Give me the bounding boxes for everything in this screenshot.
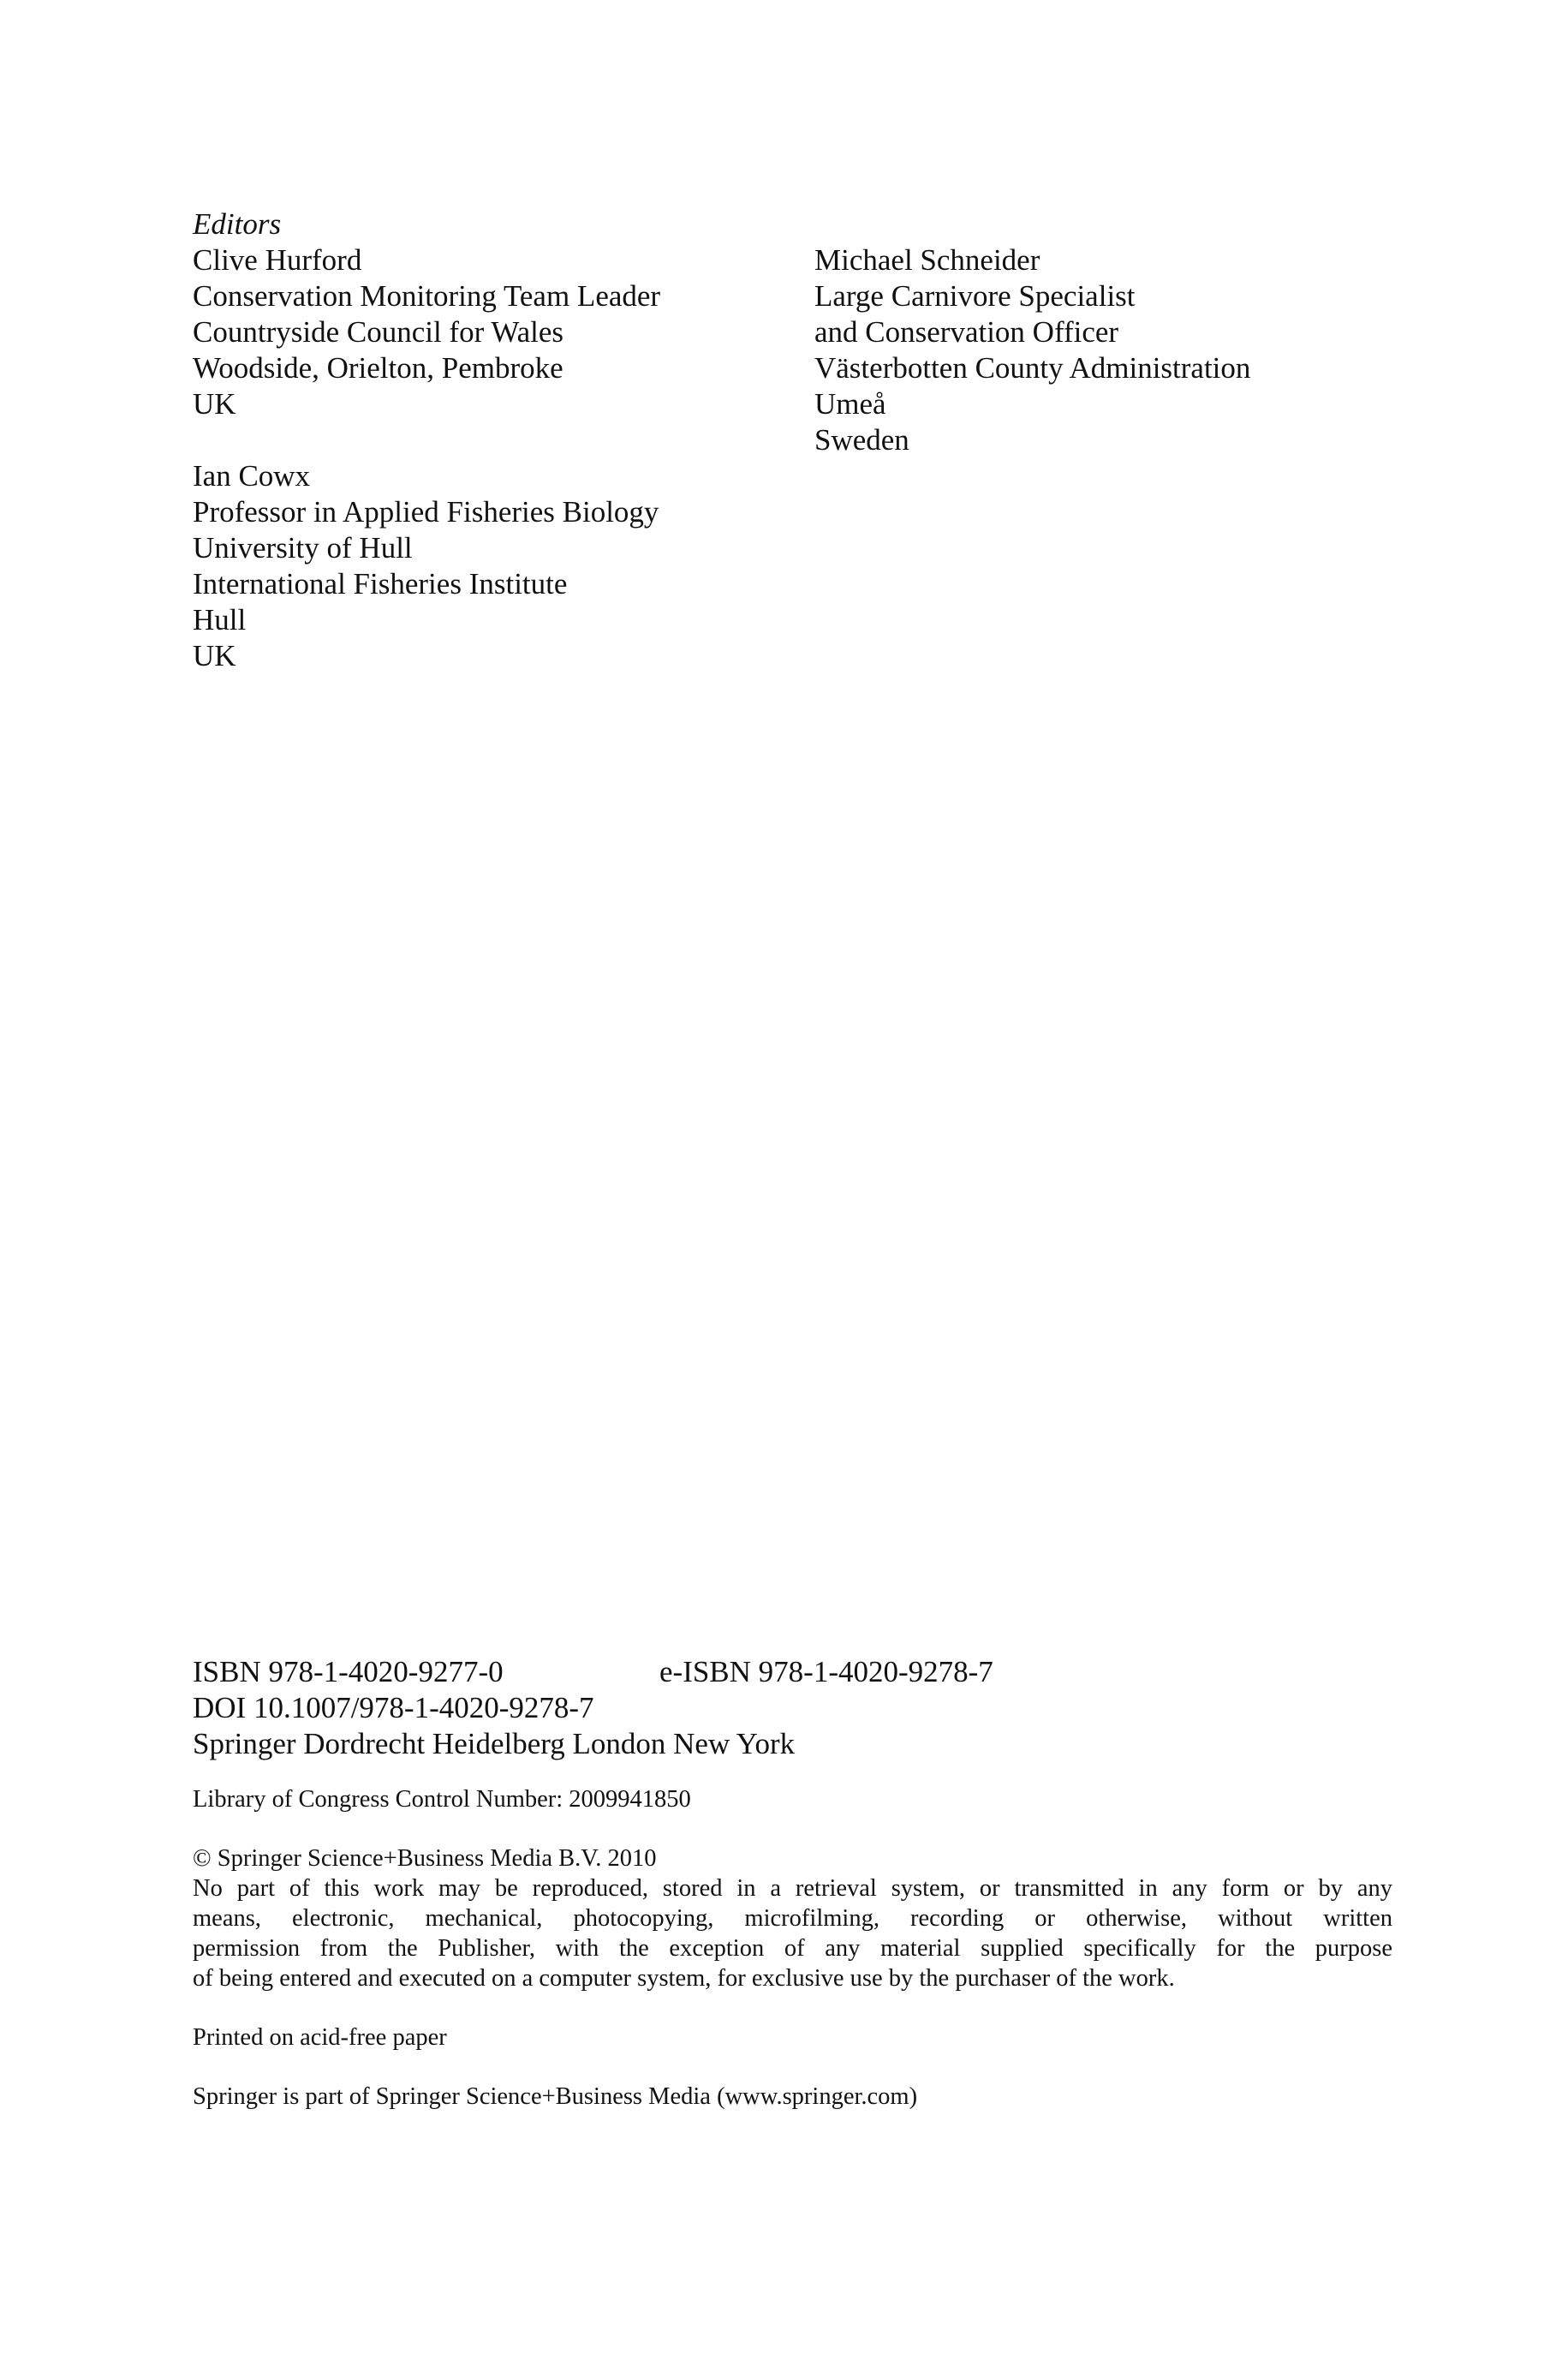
editor3-city: Umeå <box>814 387 886 421</box>
spacer <box>193 422 660 458</box>
editor2-city: Hull <box>193 603 247 636</box>
rights-line-2: means, electronic, mechanical, photocopying, microfilming, recording or otherwise, without written <box>193 1905 1392 1932</box>
rights-line-4: of being entered and executed on a computer system, for exclusive use by the purchaser of the work. <box>193 1965 1175 1992</box>
rights-paragraph <box>193 1873 1392 1993</box>
publisher-line: Springer Dordrecht Heidelberg London New York <box>193 1727 796 1760</box>
editors-heading: Editors <box>193 207 282 241</box>
editor2-name: Ian Cowx <box>193 459 311 493</box>
editor3-country: Sweden <box>814 423 909 457</box>
editor3-title-cont: and Conservation Officer <box>814 315 1119 349</box>
editor2-country: UK <box>193 639 236 672</box>
editor1-title: Conservation Monitoring Team Leader <box>193 279 661 313</box>
editor1-country: UK <box>193 387 236 421</box>
editors-left-column <box>193 206 660 674</box>
eisbn: e-ISBN 978-1-4020-9278-7 <box>659 1655 993 1688</box>
rights-line-1: No part of this work may be reproduced, stored in a retrieval system, or transmitted in any form or by any <box>193 1875 1392 1902</box>
copyright-notice: © Springer Science+Business Media B.V. 2010 <box>193 1845 657 1872</box>
springer-note: Springer is part of Springer Science+Business Media (www.springer.com) <box>193 2083 918 2110</box>
editor1-address: Woodside, Orielton, Pembroke <box>193 351 563 385</box>
publication-info <box>193 1654 1392 2112</box>
isbn-row <box>193 1654 1392 1690</box>
editor3-name: Michael Schneider <box>814 243 1040 277</box>
editor2-title: Professor in Applied Fisheries Biology <box>193 495 659 529</box>
acid-free-paper-note: Printed on acid-free paper <box>193 2024 447 2051</box>
isbn: ISBN 978-1-4020-9277-0 <box>193 1655 504 1688</box>
editor3-organization: Västerbotten County Administration <box>814 351 1251 385</box>
editor3-title: Large Carnivore Specialist <box>814 279 1136 313</box>
doi: DOI 10.1007/978-1-4020-9278-7 <box>193 1691 594 1724</box>
editor1-organization: Countryside Council for Wales <box>193 315 564 349</box>
editor2-university: University of Hull <box>193 531 413 565</box>
editor1-name: Clive Hurford <box>193 243 362 277</box>
editor2-institute: International Fisheries Institute <box>193 567 568 600</box>
lccn: Library of Congress Control Number: 2009941850 <box>193 1786 691 1813</box>
editors-right-column <box>814 242 1250 458</box>
rights-line-3: permission from the Publisher, with the exception of any material supplied specifically for the purpose <box>193 1935 1392 1962</box>
